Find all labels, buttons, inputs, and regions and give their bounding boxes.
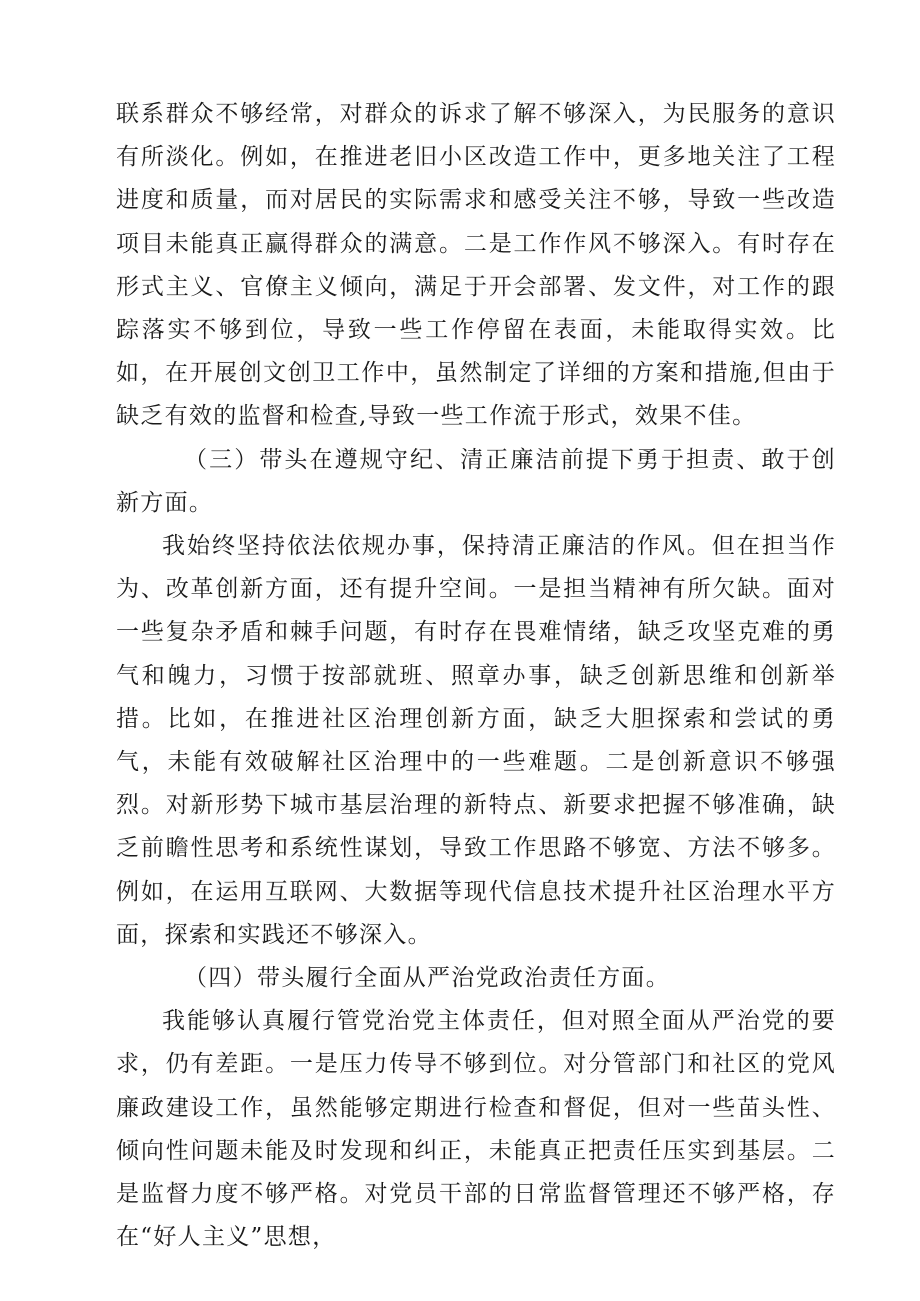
section-heading-3: （三）带头在遵规守纪、清正廉洁前提下勇于担责、敢于创新方面。 [116, 446, 836, 516]
paragraph-continued: 联系群众不够经常，对群众的诉求了解不够深入，为民服务的意识有所淡化。例如，在推进老旧小区改造工作中，更多地关注了工程进度和质量，而对居民的实际需求和感受关注不够，导致一些改造项目未能真正赢得群众的满意。二是工作作风不够深入。有时存在形式主义、官僚主义倾向，满足于开会部署、发文件，对工作的跟踪落实不够到位，导致一些工作停留在表面，未能取得实效。比如，在开展创文创卫工作中，虽然制定了详细的方案和措施,但由于缺乏有效的监督和检查,导致一些工作流于形式，效果不佳。 [116, 101, 836, 430]
section-heading-4: （四）带头履行全面从严治党政治责任方面。 [184, 965, 670, 992]
paragraph-section-3: 我始终坚持依法依规办事，保持清正廉洁的作风。但在担当作为、改革创新方面，还有提升空间。一是担当精神有所欠缺。面对一些复杂矛盾和棘手问题，有时存在畏难情绪，缺乏攻坚克难的勇气和魄力，习惯于按部就班、照章办事，缺乏创新思维和创新举措。比如，在推进社区治理创新方面，缺乏大胆探索和尝试的勇气，未能有效破解社区治理中的一些难题。二是创新意识不够强烈。对新形势下城市基层治理的新特点、新要求把握不够准确，缺乏前瞻性思考和系统性谋划，导致工作思路不够宽、方法不够多。例如，在运用互联网、大数据等现代信息技术提升社区治理水平方面，探索和实践还不够深入。 [116, 533, 836, 948]
document-body [116, 93, 836, 1259]
paragraph-section-4: 我能够认真履行管党治党主体责任，但对照全面从严治党的要求，仍有差距。一是压力传导不够到位。对分管部门和社区的党风廉政建设工作，虽然能够定期进行检查和督促，但对一些苗头性、倾向性问题未能及时发现和纠正，未能真正把责任压实到基层。二是监督力度不够严格。对党员干部的日常监督管理还不够严格，存在“好人主义”思想， [116, 1008, 836, 1251]
